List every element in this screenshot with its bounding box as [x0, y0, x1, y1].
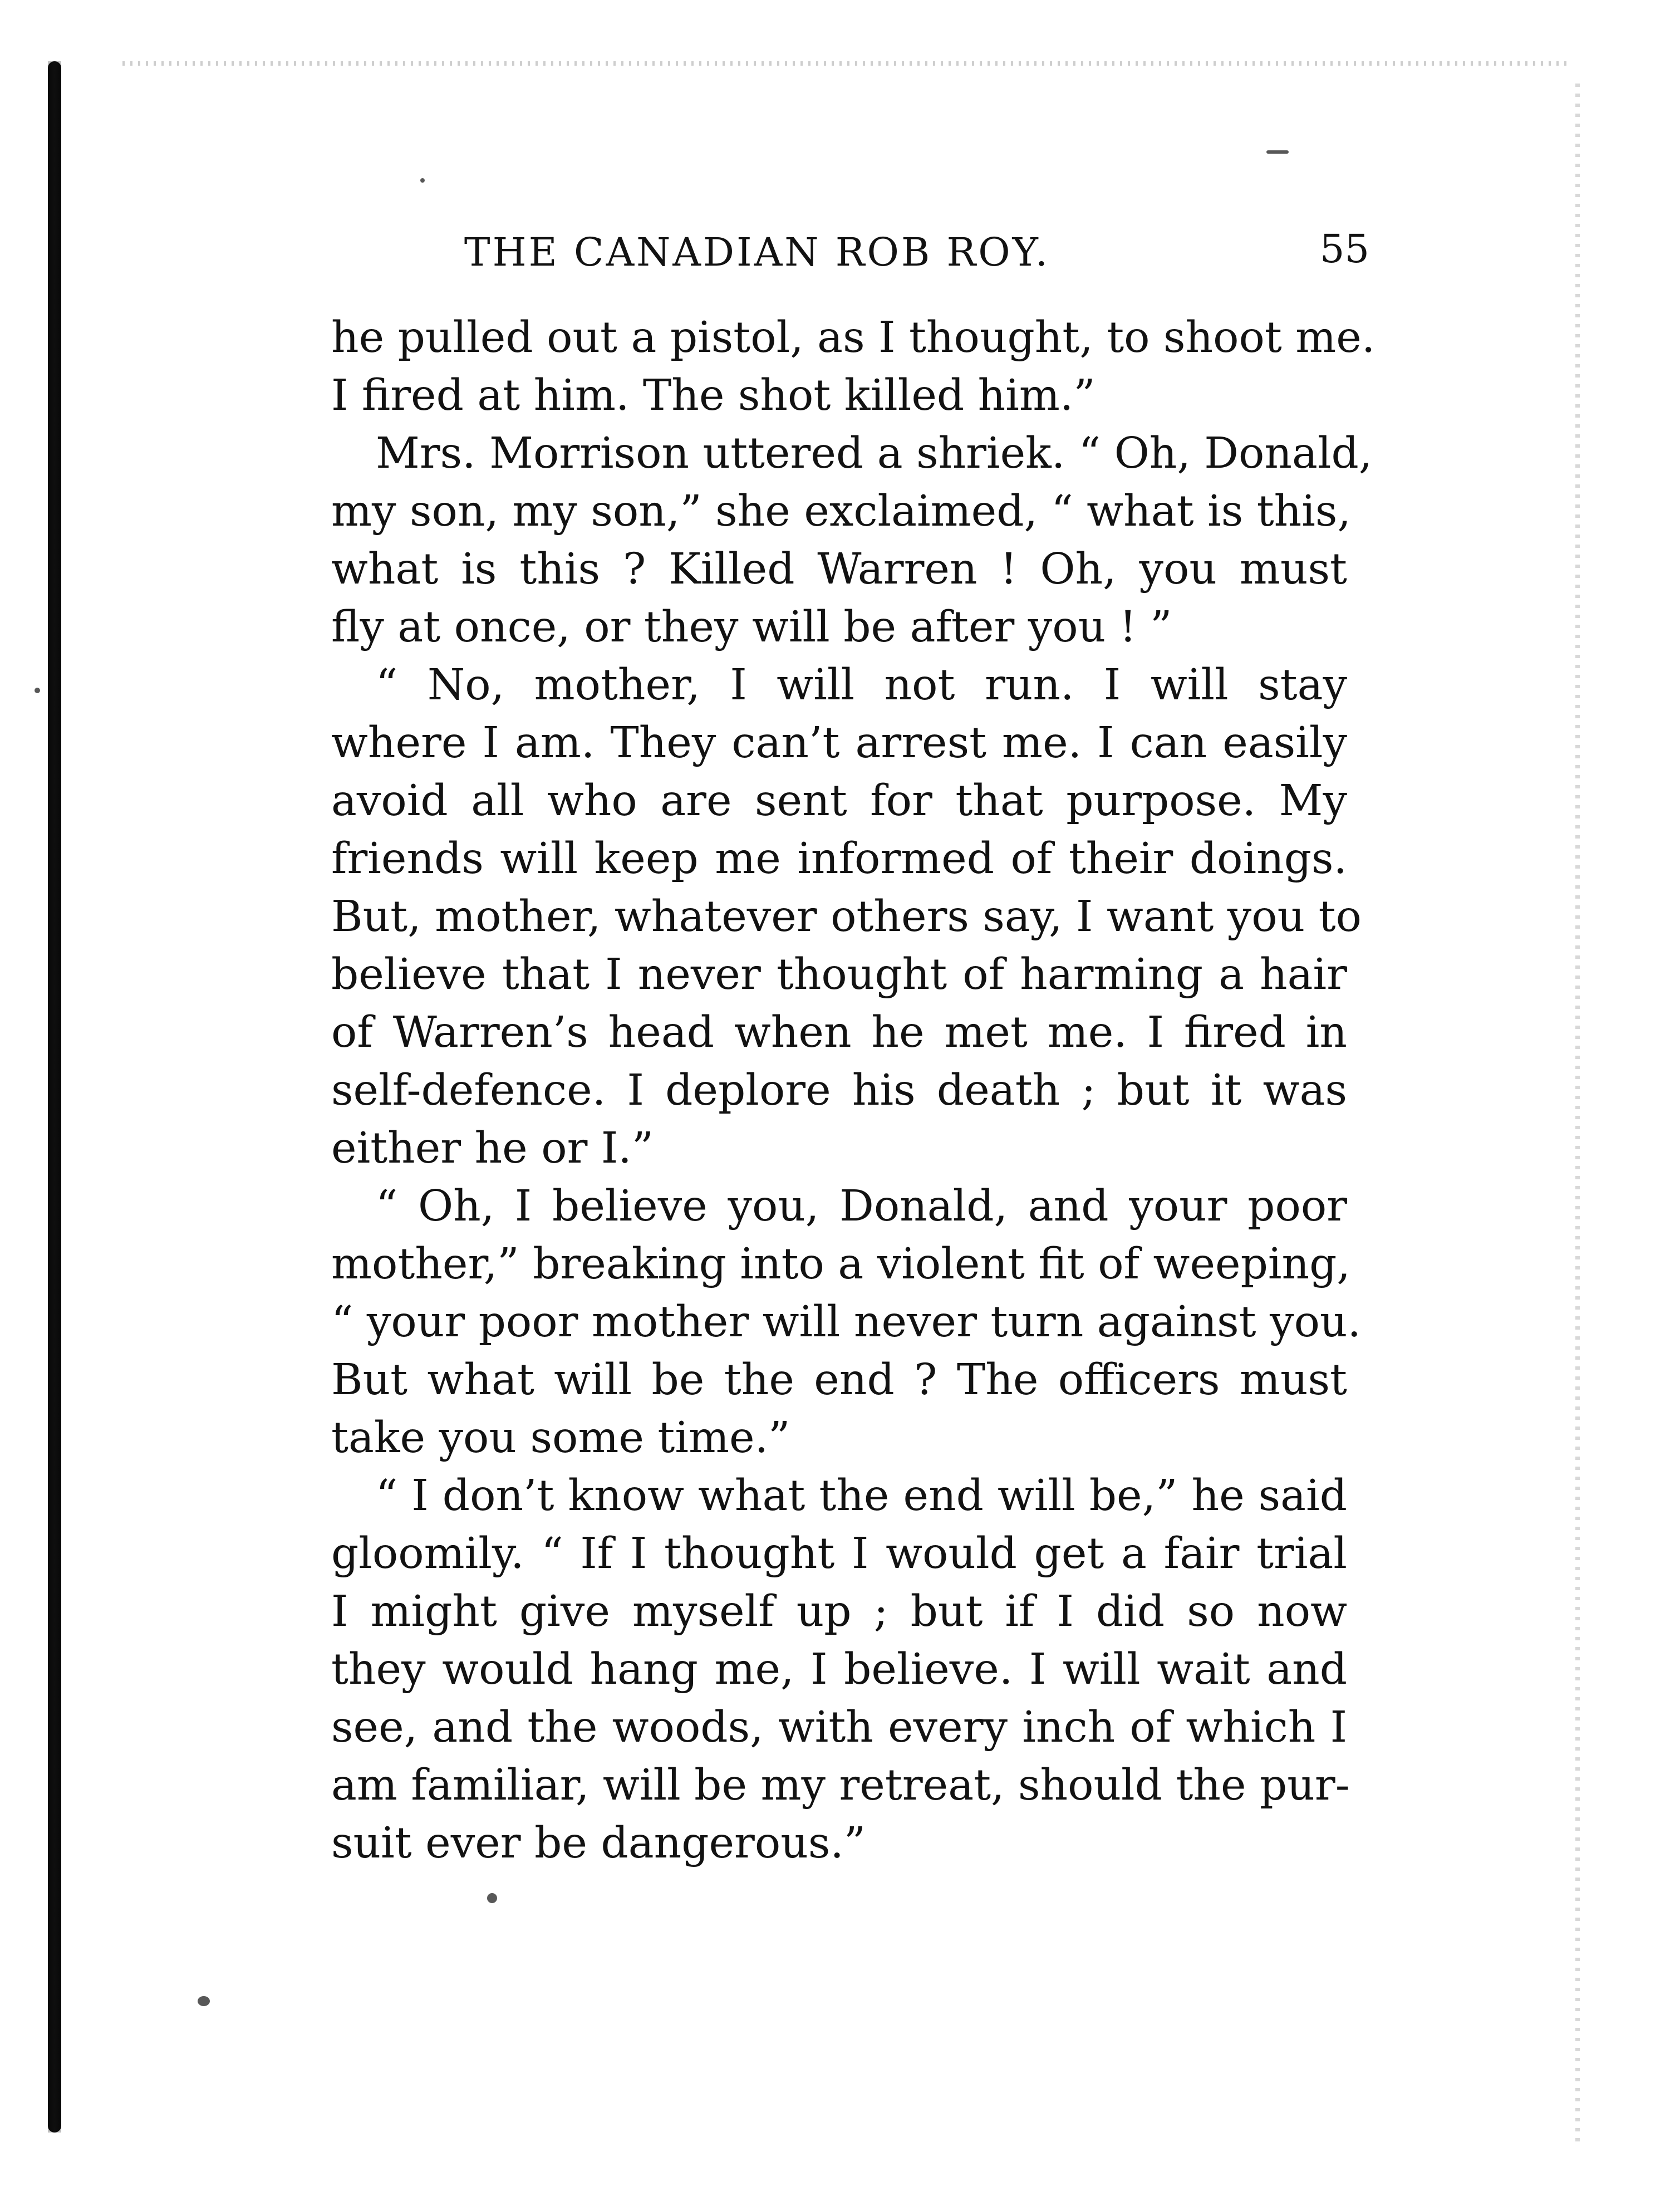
text-line: mother,” breaking into a violent fit of weeping,	[331, 1239, 1350, 1289]
text-line: avoid all who are sent for that purpose. My	[331, 776, 1347, 826]
text-line: fly at once, or they will be after you ! ”	[331, 602, 1172, 652]
running-head: THE CANADIAN ROB ROY.	[464, 229, 1050, 275]
text-line: of Warren’s head when he met me. I fired in	[331, 1008, 1347, 1057]
text-line: he pulled out a pistol, as I thought, to shoot me.	[331, 313, 1376, 362]
text-line: self-defence. I deplore his death ; but it was	[331, 1066, 1347, 1115]
text-line: either he or I.”	[331, 1124, 654, 1173]
text-line: I fired at him. The shot killed him.”	[331, 371, 1096, 420]
body-text	[331, 309, 1376, 1873]
scan-right-edge	[1575, 84, 1580, 2144]
text-line: “ your poor mother will never turn against you.	[331, 1297, 1361, 1347]
text-line: take you some time.”	[331, 1413, 790, 1463]
scan-speck	[420, 178, 425, 183]
text-line: suit ever be dangerous.”	[331, 1818, 866, 1868]
text-line: “ No, mother, I will not run. I will stay	[376, 660, 1347, 710]
text-line: my son, my son,” she exclaimed, “ what is this,	[331, 487, 1351, 536]
scan-speck	[487, 1893, 497, 1903]
text-line: am familiar, will be my retreat, should the pur-	[331, 1761, 1350, 1810]
text-line: “ Oh, I believe you, Donald, and your poor	[376, 1182, 1347, 1231]
text-line: I might give myself up ; but if I did so now	[331, 1587, 1347, 1636]
page-number: 55	[1319, 226, 1369, 272]
scan-speck	[1266, 150, 1289, 154]
text-line: they would hang me, I believe. I will wait and	[331, 1645, 1347, 1694]
scan-left-edge	[48, 61, 61, 2133]
scan-speck	[198, 1996, 210, 2006]
text-line: But, mother, whatever others say, I want you to	[331, 892, 1362, 942]
scan-top-edge	[122, 61, 1570, 66]
scan-speck	[35, 688, 40, 693]
text-line: friends will keep me informed of their doings.	[331, 834, 1347, 884]
text-line: “ I don’t know what the end will be,” he said	[376, 1471, 1347, 1521]
text-line: gloomily. “ If I thought I would get a fair trial	[331, 1529, 1347, 1579]
text-line: see, and the woods, with every inch of which I	[331, 1703, 1347, 1752]
text-line: believe that I never thought of harming a hair	[331, 950, 1347, 999]
text-line: where I am. They can’t arrest me. I can easily	[331, 718, 1347, 768]
text-line: what is this ? Killed Warren ! Oh, you must	[331, 545, 1347, 594]
text-line: But what will be the end ? The officers must	[331, 1355, 1347, 1405]
text-line: Mrs. Morrison uttered a shriek. “ Oh, Donald,	[376, 429, 1373, 478]
